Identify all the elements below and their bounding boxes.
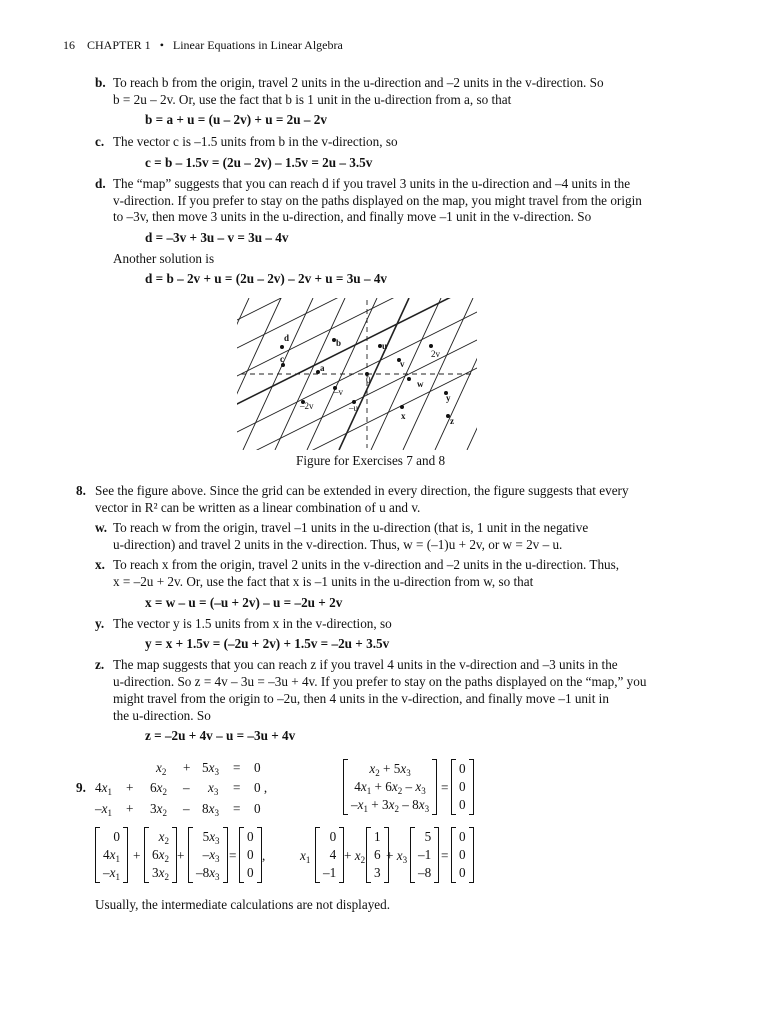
item-y-equation: y = x + 1.5v = (–2u + 2v) + 1.5v = –2u + 3.5v (145, 636, 390, 651)
figure-caption: Figure for Exercises 7 and 8 (296, 453, 446, 468)
header-bullet: • (159, 38, 164, 52)
item-y-line1: The vector y is 1.5 units from x in the v-direction, so (113, 616, 392, 631)
label-x: x (401, 411, 406, 421)
item-z-line2: u-direction. So z = 4v – 3u = –3u + 4v. If you prefer to stay on the paths displayed on the “map,” you (113, 674, 647, 689)
chapter-title: Linear Equations in Linear Algebra (172, 38, 343, 52)
label-d: d (284, 333, 290, 343)
label-neg-u: –u (349, 403, 358, 413)
label-u: u (382, 341, 388, 351)
page-header (63, 38, 343, 53)
item-d-equation1: d = –3v + 3u – v = 3u – 4v (145, 230, 289, 245)
item-c-line1: The vector c is –1.5 units from b in the v-direction, so (113, 134, 398, 149)
item-z-equation: z = –2u + 4v – u = –3u + 4v (145, 728, 296, 743)
item-d-line2: v-direction. If you prefer to stay on the paths displayed on the map, you might travel from the origin (113, 193, 642, 208)
item-x-label: x. (95, 557, 105, 572)
column-vector-2: $x_2$ $6x_2$ $3x_2$ (144, 827, 177, 883)
item-b-line2: b = 2u – 2v. Or, use the fact that b is 1 unit in the u-direction from a, so that (113, 92, 512, 107)
zero-vector-2: 0 0 0 (239, 827, 262, 883)
label-a: a (320, 363, 325, 373)
item-b-equation: b = a + u = (u – 2v) + u = 2u – 2v (145, 112, 327, 127)
item-b-line1: To reach b from the origin, travel 2 units in the u-direction and –2 units in the v-direction. So (113, 75, 604, 90)
point-2v (429, 344, 433, 348)
label-z: z (450, 416, 454, 426)
label-w: w (417, 379, 424, 389)
label-y: y (446, 393, 451, 403)
item-y-label: y. (95, 616, 105, 631)
label-c: c (280, 354, 284, 364)
label-2v: 2v (431, 349, 440, 359)
matrix-equation-vector: $x_2 + 5x_3$ $4x_1 + 6x_2 - x_3$ $-x_1 + 3x_2 - 8x_3$ (343, 759, 437, 815)
column-vector-1: 0 $4x_1$ $-x_1$ (95, 827, 128, 883)
exercise-9-number: 9. (76, 780, 86, 795)
item-z-line3: might travel from the origin to –2u, then 4 units in the v-direction, and finally move –1 unit in (113, 691, 609, 706)
item-c-equation: c = b – 1.5v = (2u – 2v) – 1.5v = 2u – 3.5v (145, 155, 373, 170)
zero-vector-3: 0 0 0 (451, 827, 474, 883)
label-b: b (336, 338, 342, 348)
item-z-line4: the u-direction. So (113, 708, 211, 723)
item-x-equation: x = w – u = (–u + 2v) – u = –2u + 2v (145, 595, 343, 610)
point-x (400, 405, 404, 409)
label-v: v (400, 359, 405, 369)
coefficient-vector-2: 1 6 3 (366, 827, 389, 883)
item-x-line2: x = –2u + 2v. Or, use the fact that x is –1 units in the u-direction from w, so that (113, 574, 534, 589)
item-d-another: Another solution is (113, 251, 215, 266)
exercise-8-line2: vector in R² can be written as a linear combination of u and v. (95, 500, 421, 515)
item-d-line1: The “map” suggests that you can reach d if you travel 3 units in the u-direction and –4 units in the (113, 176, 631, 191)
item-z-label: z. (95, 657, 105, 672)
coefficient-vector-3: 5 –1 –8 (410, 827, 439, 883)
item-z-line1: The map suggests that you can reach z if you travel 4 units in the v-direction and –3 units in the (113, 657, 618, 672)
coefficient-vector-1: 0 4 –1 (315, 827, 344, 883)
chapter-label: CHAPTER 1 (87, 38, 151, 52)
label-origin: 0 (366, 375, 371, 385)
point-d (280, 345, 284, 349)
label-neg-2v: –2v (300, 401, 314, 411)
point-w (407, 377, 411, 381)
exercise-8-line1: See the figure above. Since the grid can be extended in every direction, the figure suggests that every (95, 483, 629, 498)
item-d-line3: to –3v, then move 3 units in the u-direction, and finally move –1 unit in the v-direction. So (113, 209, 592, 224)
exercise-8-number: 8. (76, 483, 86, 498)
item-b-label: b. (95, 75, 106, 90)
item-d-equation2: d = b – 2v + u = (2u – 2v) – 2v + u = 3u – 4v (145, 271, 388, 286)
vector-grid-figure (237, 298, 477, 450)
label-neg-v: –v (334, 387, 343, 397)
item-x-line1: To reach x from the origin, travel 2 units in the v-direction and –2 units in the u-direction. Thus, (113, 557, 620, 572)
exercise-9-note: Usually, the intermediate calculations are not displayed. (95, 897, 391, 912)
page-number: 16 (63, 38, 75, 52)
item-w-line2: u-direction) and travel 2 units in the v-direction. Thus, w = (–1)u + 2v, or w = 2v – u. (113, 537, 563, 552)
zero-vector-1: 0 0 0 (451, 759, 474, 815)
item-w-line1: To reach w from the origin, travel –1 units in the u-direction (that is, 1 unit in the negative (113, 520, 589, 535)
item-w-label: w. (95, 520, 108, 535)
item-d-label: d. (95, 176, 106, 191)
item-c-label: c. (95, 134, 105, 149)
column-vector-3: $5x_3$ $-x_3$ $-8x_3$ (188, 827, 228, 883)
